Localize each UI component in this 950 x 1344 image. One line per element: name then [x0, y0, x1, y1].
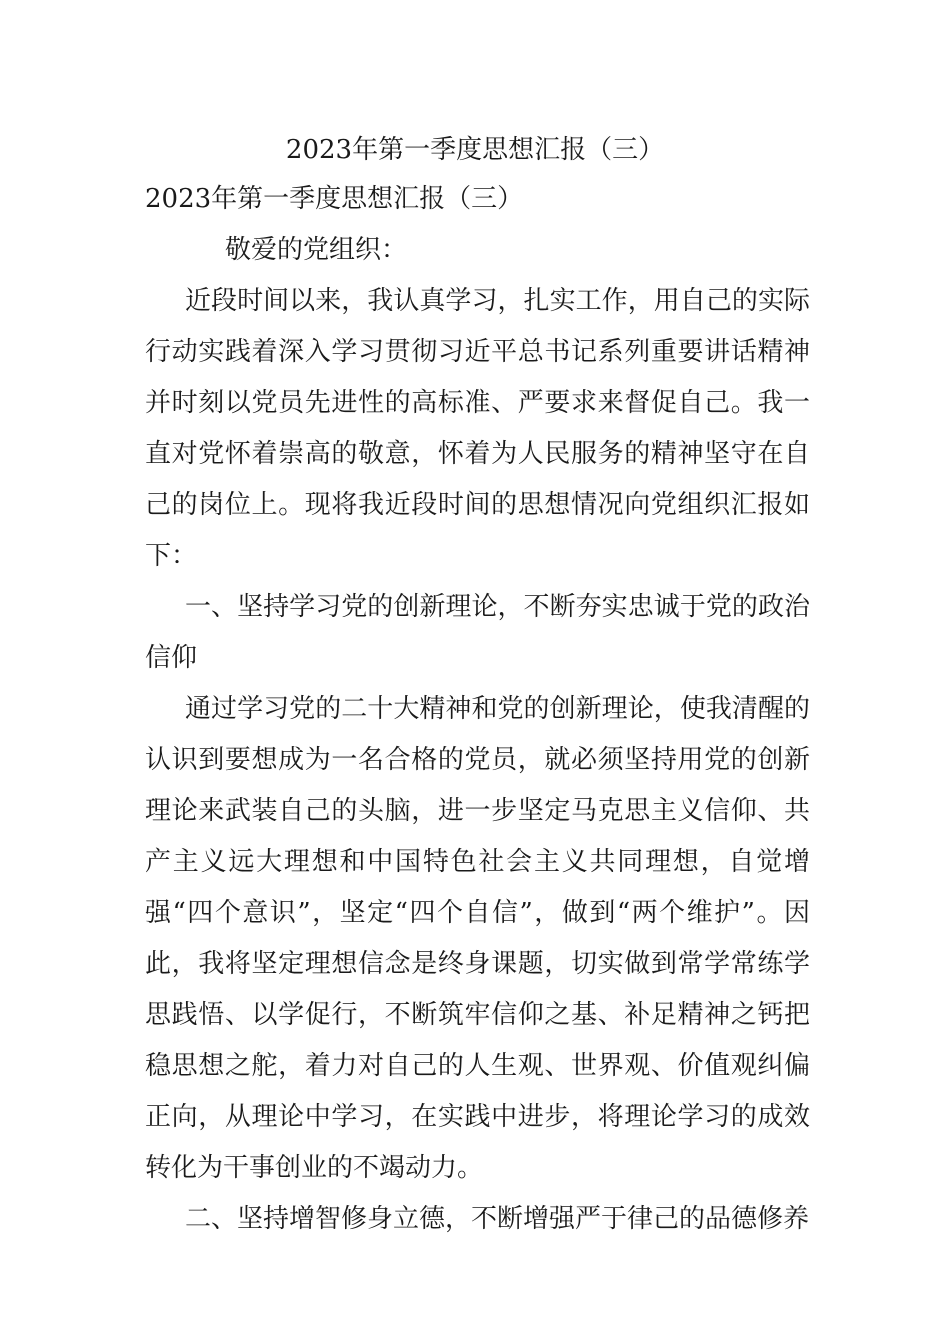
section-heading-2: 二、坚持增智修身立德，不断增强严于律己的品德修养 — [185, 1204, 810, 1234]
section-heading-1: 一、坚持学习党的创新理论，不断夯实忠诚于党的政治信仰 — [145, 592, 810, 673]
salutation: 敬爱的党组织： — [225, 235, 408, 265]
document-body — [145, 174, 810, 1245]
document-title: 2023年第一季度思想汇报（三） — [285, 135, 665, 165]
document-subtitle: 2023年第一季度思想汇报（三） — [145, 184, 524, 214]
paragraph-section-1: 通过学习党的二十大精神和党的创新理论，使我清醒的认识到要想成为一名合格的党员，就必须坚持用党的创新理论来武装自己的头脑，进一步坚定马克思主义信仰、共产主义远大理想和中国特色社会主义共同理想，自觉增强“四个意识”，坚定“四个自信”，做到“两个维护”。因此，我将坚定理想信念是终身课题，切实做到常学常练学思践悟、以学促行，不断筑牢信仰之基、补足精神之钙把稳思想之舵，着力对自己的人生观、世界观、价值观纠偏正向，从理论中学习，在实践中进步，将理论学习的成效转化为干事创业的不竭动力。 — [145, 694, 810, 1183]
paragraph-intro: 近段时间以来，我认真学习，扎实工作，用自己的实际行动实践着深入学习贯彻习近平总书记系列重要讲话精神并时刻以党员先进性的高标准、严要求来督促自己。我一直对党怀着崇高的敬意，怀着为人民服务的精神坚守在自己的岗位上。现将我近段时间的思想情况向党组织汇报如下： — [145, 286, 810, 571]
